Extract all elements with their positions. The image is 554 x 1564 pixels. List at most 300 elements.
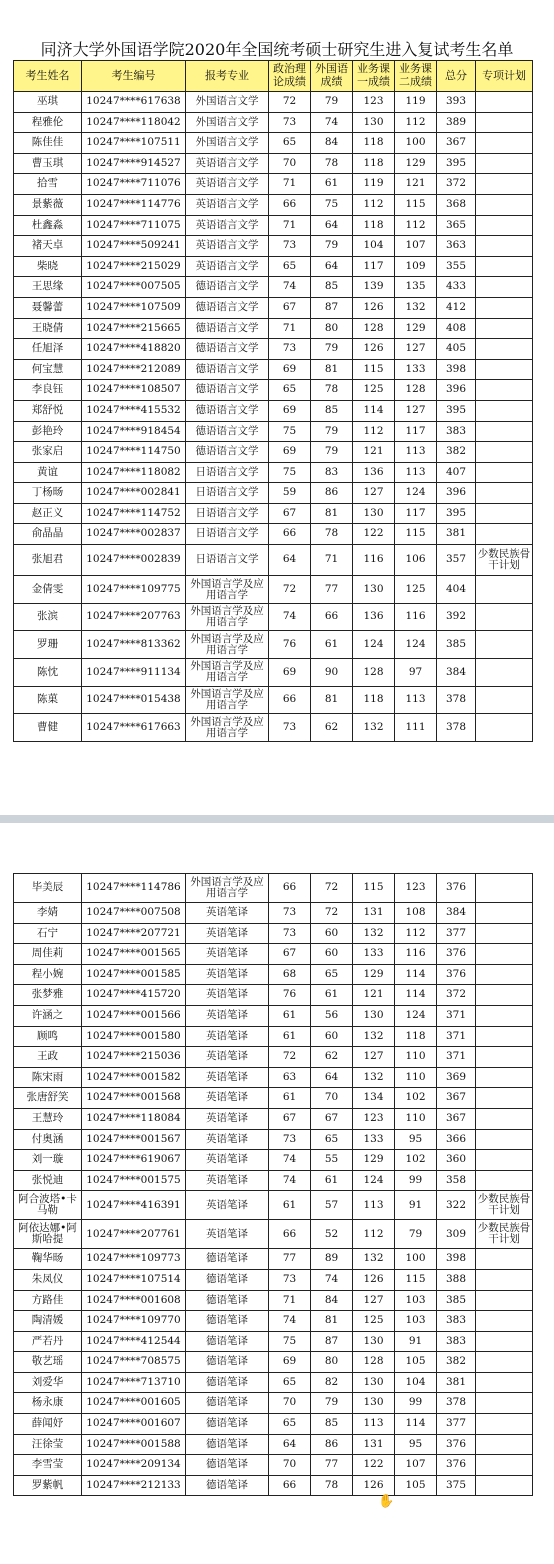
table-row bbox=[14, 236, 533, 257]
cell-course2: 117 bbox=[395, 503, 437, 524]
cell-foreign: 86 bbox=[311, 483, 353, 504]
cell-foreign: 79 bbox=[311, 421, 353, 442]
cell-id: 10247****911134 bbox=[82, 659, 186, 687]
cell-course2: 113 bbox=[395, 686, 437, 714]
cell-course1: 123 bbox=[353, 92, 395, 113]
cell-course2: 107 bbox=[395, 1455, 437, 1476]
cell-id: 10247****001568 bbox=[82, 1088, 186, 1109]
cell-name: 李婧 bbox=[14, 903, 82, 924]
cell-name: 任旭泽 bbox=[14, 339, 82, 360]
cell-foreign: 72 bbox=[311, 903, 353, 924]
cell-major: 德语语言文学 bbox=[186, 442, 269, 463]
cell-id: 10247****114752 bbox=[82, 503, 186, 524]
cell-course2: 95 bbox=[395, 1434, 437, 1455]
cell-course2: 103 bbox=[395, 1290, 437, 1311]
cell-id: 10247****001565 bbox=[82, 944, 186, 965]
cell-id: 10247****001605 bbox=[82, 1393, 186, 1414]
cell-course1: 132 bbox=[353, 923, 395, 944]
cell-politics: 74 bbox=[269, 1150, 311, 1171]
cell-id: 10247****002839 bbox=[82, 545, 186, 576]
table-row bbox=[14, 1393, 533, 1414]
cell-major: 英语笔译 bbox=[186, 964, 269, 985]
cell-foreign: 83 bbox=[311, 462, 353, 483]
cell-politics: 73 bbox=[269, 236, 311, 257]
cell-course1: 119 bbox=[353, 174, 395, 195]
table-row bbox=[14, 964, 533, 985]
cell-major: 英语笔译 bbox=[186, 1005, 269, 1026]
cell-name: 王慧玲 bbox=[14, 1108, 82, 1129]
cell-total: 381 bbox=[437, 1372, 476, 1393]
table-row bbox=[14, 985, 533, 1006]
cell-course1: 118 bbox=[353, 686, 395, 714]
table-row bbox=[14, 318, 533, 339]
cell-foreign: 74 bbox=[311, 112, 353, 133]
table-row bbox=[14, 576, 533, 604]
cell-politics: 74 bbox=[269, 1311, 311, 1332]
cell-foreign: 61 bbox=[311, 985, 353, 1006]
cell-plan bbox=[476, 686, 533, 714]
cell-major: 日语语言文学 bbox=[186, 483, 269, 504]
cell-total: 412 bbox=[437, 297, 476, 318]
cell-course2: 99 bbox=[395, 1393, 437, 1414]
cell-course1: 122 bbox=[353, 1455, 395, 1476]
cell-politics: 66 bbox=[269, 524, 311, 545]
cell-course1: 115 bbox=[353, 359, 395, 380]
cell-politics: 73 bbox=[269, 1269, 311, 1290]
cell-total: 395 bbox=[437, 153, 476, 174]
cell-major: 英语语言文学 bbox=[186, 236, 269, 257]
cell-id: 10247****619067 bbox=[82, 1150, 186, 1171]
table-row bbox=[14, 1129, 533, 1150]
cell-course1: 126 bbox=[353, 297, 395, 318]
cell-foreign: 84 bbox=[311, 1290, 353, 1311]
cell-course2: 119 bbox=[395, 92, 437, 113]
cell-course1: 118 bbox=[353, 215, 395, 236]
cell-major: 日语语言文学 bbox=[186, 545, 269, 576]
cell-course2: 127 bbox=[395, 400, 437, 421]
cell-politics: 63 bbox=[269, 1067, 311, 1088]
cell-plan bbox=[476, 1129, 533, 1150]
cell-total: 392 bbox=[437, 603, 476, 631]
header-course2: 业务课二成绩 bbox=[395, 61, 437, 92]
cell-total: 360 bbox=[437, 1150, 476, 1171]
cell-course1: 127 bbox=[353, 483, 395, 504]
cell-plan bbox=[476, 576, 533, 604]
cell-course1: 113 bbox=[353, 1191, 395, 1220]
table-row bbox=[14, 1047, 533, 1068]
header-politics: 政治理论成绩 bbox=[269, 61, 311, 92]
cell-total: 377 bbox=[437, 923, 476, 944]
cell-plan bbox=[476, 1170, 533, 1191]
table-row bbox=[14, 524, 533, 545]
cell-major: 英语笔译 bbox=[186, 1088, 269, 1109]
cell-major: 德语语言文学 bbox=[186, 380, 269, 401]
table-row bbox=[14, 903, 533, 924]
cell-plan bbox=[476, 903, 533, 924]
cell-total: 309 bbox=[437, 1220, 476, 1249]
cell-name: 褚天卓 bbox=[14, 236, 82, 257]
cell-course1: 131 bbox=[353, 903, 395, 924]
cell-total: 355 bbox=[437, 256, 476, 277]
cell-total: 382 bbox=[437, 1352, 476, 1373]
cell-name: 张旭君 bbox=[14, 545, 82, 576]
cell-name: 李雪莹 bbox=[14, 1455, 82, 1476]
cell-name: 陈宋雨 bbox=[14, 1067, 82, 1088]
table-row bbox=[14, 1026, 533, 1047]
table-row bbox=[14, 1455, 533, 1476]
cell-id: 10247****001607 bbox=[82, 1414, 186, 1435]
cell-politics: 71 bbox=[269, 174, 311, 195]
cell-course2: 115 bbox=[395, 1269, 437, 1290]
cell-id: 10247****109770 bbox=[82, 1311, 186, 1332]
cell-course1: 139 bbox=[353, 277, 395, 298]
cell-name: 朱凤仪 bbox=[14, 1269, 82, 1290]
cell-name: 罗紫帆 bbox=[14, 1475, 82, 1496]
cell-course1: 136 bbox=[353, 462, 395, 483]
cell-course1: 117 bbox=[353, 256, 395, 277]
cell-course1: 132 bbox=[353, 714, 395, 742]
cell-id: 10247****015438 bbox=[82, 686, 186, 714]
cell-id: 10247****118042 bbox=[82, 112, 186, 133]
cell-course2: 118 bbox=[395, 1026, 437, 1047]
cell-major: 德语语言文学 bbox=[186, 318, 269, 339]
cell-id: 10247****108507 bbox=[82, 380, 186, 401]
cell-plan bbox=[476, 1393, 533, 1414]
cell-foreign: 56 bbox=[311, 1005, 353, 1026]
table-row bbox=[14, 923, 533, 944]
cell-politics: 61 bbox=[269, 1191, 311, 1220]
cell-plan bbox=[476, 1372, 533, 1393]
cell-course1: 118 bbox=[353, 133, 395, 154]
cell-politics: 74 bbox=[269, 603, 311, 631]
cell-id: 10247****001566 bbox=[82, 1005, 186, 1026]
table-row bbox=[14, 462, 533, 483]
cell-id: 10247****713710 bbox=[82, 1372, 186, 1393]
cell-politics: 69 bbox=[269, 1352, 311, 1373]
header-foreign: 外国语成绩 bbox=[311, 61, 353, 92]
cell-id: 10247****215036 bbox=[82, 1047, 186, 1068]
cell-course1: 128 bbox=[353, 318, 395, 339]
cell-major: 德语笔译 bbox=[186, 1290, 269, 1311]
cell-course2: 110 bbox=[395, 1067, 437, 1088]
cell-name: 阿合波塔•卡马勒 bbox=[14, 1191, 82, 1220]
table-body-page-2 bbox=[14, 874, 533, 1496]
cell-course2: 110 bbox=[395, 1047, 437, 1068]
cell-course2: 117 bbox=[395, 421, 437, 442]
cell-id: 10247****118084 bbox=[82, 1108, 186, 1129]
cell-id: 10247****708575 bbox=[82, 1352, 186, 1373]
cell-id: 10247****813362 bbox=[82, 631, 186, 659]
cell-id: 10247****207763 bbox=[82, 603, 186, 631]
table-row bbox=[14, 1170, 533, 1191]
cell-major: 日语语言文学 bbox=[186, 524, 269, 545]
page-separator bbox=[0, 815, 554, 823]
cell-id: 10247****107511 bbox=[82, 133, 186, 154]
hand-cursor-icon: ✋ bbox=[378, 1494, 395, 1509]
cell-total: 376 bbox=[437, 1434, 476, 1455]
cell-course2: 100 bbox=[395, 133, 437, 154]
cell-name: 严若丹 bbox=[14, 1331, 82, 1352]
cell-politics: 69 bbox=[269, 359, 311, 380]
cell-course1: 121 bbox=[353, 442, 395, 463]
cell-name: 陈佳佳 bbox=[14, 133, 82, 154]
cell-plan bbox=[476, 1026, 533, 1047]
cell-course1: 126 bbox=[353, 339, 395, 360]
cell-total: 378 bbox=[437, 686, 476, 714]
cell-course2: 114 bbox=[395, 964, 437, 985]
cell-major: 外国语言学及应用语言学 bbox=[186, 714, 269, 742]
cell-foreign: 77 bbox=[311, 1455, 353, 1476]
cell-course1: 112 bbox=[353, 421, 395, 442]
cell-major: 英语笔译 bbox=[186, 985, 269, 1006]
cell-plan bbox=[476, 174, 533, 195]
cell-course1: 125 bbox=[353, 380, 395, 401]
cell-major: 英语语言文学 bbox=[186, 194, 269, 215]
cell-politics: 70 bbox=[269, 153, 311, 174]
cell-major: 德语笔译 bbox=[186, 1393, 269, 1414]
cell-course1: 130 bbox=[353, 1005, 395, 1026]
cell-plan bbox=[476, 1047, 533, 1068]
cell-plan bbox=[476, 400, 533, 421]
cell-total: 396 bbox=[437, 483, 476, 504]
cell-course2: 104 bbox=[395, 1372, 437, 1393]
cell-plan bbox=[476, 1108, 533, 1129]
cell-major: 德语笔译 bbox=[186, 1311, 269, 1332]
cell-major: 德语笔译 bbox=[186, 1434, 269, 1455]
cell-total: 375 bbox=[437, 1475, 476, 1496]
cell-total: 377 bbox=[437, 1414, 476, 1435]
cell-course2: 124 bbox=[395, 631, 437, 659]
cell-total: 388 bbox=[437, 1269, 476, 1290]
cell-major: 日语语言文学 bbox=[186, 503, 269, 524]
cell-politics: 75 bbox=[269, 421, 311, 442]
cell-course2: 129 bbox=[395, 318, 437, 339]
cell-total: 381 bbox=[437, 524, 476, 545]
cell-id: 10247****412544 bbox=[82, 1331, 186, 1352]
cell-foreign: 60 bbox=[311, 923, 353, 944]
cell-politics: 67 bbox=[269, 503, 311, 524]
cell-name: 张滨 bbox=[14, 603, 82, 631]
cell-id: 10247****001582 bbox=[82, 1067, 186, 1088]
cell-course1: 113 bbox=[353, 1414, 395, 1435]
cell-id: 10247****509241 bbox=[82, 236, 186, 257]
cell-name: 李良钰 bbox=[14, 380, 82, 401]
cell-politics: 76 bbox=[269, 631, 311, 659]
cell-name: 付奥涵 bbox=[14, 1129, 82, 1150]
cell-id: 10247****415720 bbox=[82, 985, 186, 1006]
cell-id: 10247****416391 bbox=[82, 1191, 186, 1220]
cell-course2: 116 bbox=[395, 944, 437, 965]
cell-course1: 129 bbox=[353, 1150, 395, 1171]
cell-id: 10247****001585 bbox=[82, 964, 186, 985]
cell-course1: 128 bbox=[353, 1352, 395, 1373]
cell-name: 陶清媛 bbox=[14, 1311, 82, 1332]
cell-politics: 59 bbox=[269, 483, 311, 504]
cell-foreign: 52 bbox=[311, 1220, 353, 1249]
cell-major: 德语语言文学 bbox=[186, 421, 269, 442]
table-row bbox=[14, 1434, 533, 1455]
table-row bbox=[14, 1475, 533, 1496]
cell-course1: 118 bbox=[353, 153, 395, 174]
cell-major: 德语语言文学 bbox=[186, 339, 269, 360]
cell-politics: 71 bbox=[269, 215, 311, 236]
candidate-table-page-1 bbox=[13, 60, 533, 742]
cell-course2: 128 bbox=[395, 380, 437, 401]
cell-plan: 少数民族骨干计划 bbox=[476, 1220, 533, 1249]
cell-total: 384 bbox=[437, 903, 476, 924]
cell-id: 10247****001588 bbox=[82, 1434, 186, 1455]
cell-politics: 67 bbox=[269, 297, 311, 318]
cell-total: 389 bbox=[437, 112, 476, 133]
cell-id: 10247****207721 bbox=[82, 923, 186, 944]
cell-id: 10247****007505 bbox=[82, 277, 186, 298]
cell-foreign: 62 bbox=[311, 714, 353, 742]
cell-plan bbox=[476, 659, 533, 687]
cell-total: 365 bbox=[437, 215, 476, 236]
cell-major: 英语语言文学 bbox=[186, 153, 269, 174]
cell-id: 10247****617663 bbox=[82, 714, 186, 742]
table-row bbox=[14, 339, 533, 360]
table-body-page-1 bbox=[14, 92, 533, 742]
cell-major: 英语笔译 bbox=[186, 1150, 269, 1171]
table-row bbox=[14, 631, 533, 659]
cell-course2: 91 bbox=[395, 1191, 437, 1220]
cell-course1: 131 bbox=[353, 1434, 395, 1455]
cell-id: 10247****109775 bbox=[82, 576, 186, 604]
cell-foreign: 89 bbox=[311, 1249, 353, 1270]
cell-plan bbox=[476, 359, 533, 380]
cell-politics: 73 bbox=[269, 903, 311, 924]
cell-plan bbox=[476, 133, 533, 154]
cell-total: 376 bbox=[437, 944, 476, 965]
cell-politics: 65 bbox=[269, 1372, 311, 1393]
cell-plan bbox=[476, 442, 533, 463]
cell-foreign: 85 bbox=[311, 1414, 353, 1435]
cell-major: 德语语言文学 bbox=[186, 400, 269, 421]
cell-politics: 71 bbox=[269, 318, 311, 339]
cell-foreign: 61 bbox=[311, 1170, 353, 1191]
cell-foreign: 85 bbox=[311, 400, 353, 421]
table-row bbox=[14, 1005, 533, 1026]
cell-name: 陈忱 bbox=[14, 659, 82, 687]
cell-plan bbox=[476, 714, 533, 742]
cell-foreign: 81 bbox=[311, 1311, 353, 1332]
cell-plan bbox=[476, 380, 533, 401]
cell-name: 聂馨蕾 bbox=[14, 297, 82, 318]
cell-foreign: 74 bbox=[311, 1269, 353, 1290]
cell-total: 396 bbox=[437, 380, 476, 401]
table-row bbox=[14, 194, 533, 215]
cell-name: 阿依达娜•阿斯哈提 bbox=[14, 1220, 82, 1249]
cell-name: 曹健 bbox=[14, 714, 82, 742]
table-row bbox=[14, 1290, 533, 1311]
cell-course2: 125 bbox=[395, 576, 437, 604]
cell-foreign: 81 bbox=[311, 503, 353, 524]
cell-total: 367 bbox=[437, 1088, 476, 1109]
cell-plan bbox=[476, 256, 533, 277]
table-row bbox=[14, 944, 533, 965]
cell-plan bbox=[476, 1290, 533, 1311]
cell-total: 398 bbox=[437, 359, 476, 380]
cell-total: 383 bbox=[437, 1331, 476, 1352]
cell-politics: 76 bbox=[269, 985, 311, 1006]
cell-foreign: 82 bbox=[311, 1372, 353, 1393]
cell-id: 10247****114786 bbox=[82, 874, 186, 903]
cell-foreign: 87 bbox=[311, 1331, 353, 1352]
cell-name: 薛闻妤 bbox=[14, 1414, 82, 1435]
page-title: 同济大学外国语学院2020年全国统考硕士研究生进入复试考生名单 bbox=[40, 40, 514, 59]
cell-politics: 73 bbox=[269, 112, 311, 133]
cell-total: 395 bbox=[437, 400, 476, 421]
header-total: 总分 bbox=[437, 61, 476, 92]
header-plan: 专项计划 bbox=[476, 61, 533, 92]
cell-name: 黄谊 bbox=[14, 462, 82, 483]
cell-course1: 130 bbox=[353, 1331, 395, 1352]
header-id: 考生编号 bbox=[82, 61, 186, 92]
cell-total: 322 bbox=[437, 1191, 476, 1220]
cell-plan bbox=[476, 153, 533, 174]
cell-major: 德语笔译 bbox=[186, 1455, 269, 1476]
cell-politics: 64 bbox=[269, 1434, 311, 1455]
table-row bbox=[14, 297, 533, 318]
cell-politics: 67 bbox=[269, 944, 311, 965]
cell-course2: 111 bbox=[395, 714, 437, 742]
cell-politics: 66 bbox=[269, 686, 311, 714]
cell-id: 10247****711075 bbox=[82, 215, 186, 236]
cell-name: 王思缘 bbox=[14, 277, 82, 298]
cell-foreign: 66 bbox=[311, 603, 353, 631]
table-row bbox=[14, 380, 533, 401]
cell-total: 395 bbox=[437, 503, 476, 524]
cell-course2: 102 bbox=[395, 1088, 437, 1109]
cell-politics: 77 bbox=[269, 1249, 311, 1270]
cell-name: 王政 bbox=[14, 1047, 82, 1068]
cell-course1: 121 bbox=[353, 985, 395, 1006]
cell-major: 德语语言文学 bbox=[186, 297, 269, 318]
cell-course1: 130 bbox=[353, 1372, 395, 1393]
cell-major: 英语笔译 bbox=[186, 903, 269, 924]
cell-foreign: 78 bbox=[311, 380, 353, 401]
cell-total: 382 bbox=[437, 442, 476, 463]
table-row bbox=[14, 483, 533, 504]
cell-course2: 115 bbox=[395, 194, 437, 215]
cell-plan bbox=[476, 1414, 533, 1435]
cell-course2: 108 bbox=[395, 903, 437, 924]
cell-major: 英语笔译 bbox=[186, 1108, 269, 1129]
cell-total: 372 bbox=[437, 174, 476, 195]
cell-name: 罗珊 bbox=[14, 631, 82, 659]
cell-total: 376 bbox=[437, 1455, 476, 1476]
cell-name: 俞晶晶 bbox=[14, 524, 82, 545]
cell-id: 10247****209134 bbox=[82, 1455, 186, 1476]
cell-course1: 126 bbox=[353, 1269, 395, 1290]
cell-politics: 67 bbox=[269, 1108, 311, 1129]
cell-politics: 70 bbox=[269, 1393, 311, 1414]
cell-total: 378 bbox=[437, 1393, 476, 1414]
cell-name: 金倩雯 bbox=[14, 576, 82, 604]
cell-politics: 73 bbox=[269, 1129, 311, 1150]
cell-plan: 少数民族骨干计划 bbox=[476, 1191, 533, 1220]
cell-id: 10247****118082 bbox=[82, 462, 186, 483]
cell-course1: 115 bbox=[353, 874, 395, 903]
cell-foreign: 72 bbox=[311, 874, 353, 903]
cell-course2: 105 bbox=[395, 1475, 437, 1496]
cell-plan bbox=[476, 277, 533, 298]
cell-politics: 72 bbox=[269, 576, 311, 604]
cell-major: 英语笔译 bbox=[186, 1220, 269, 1249]
table-row bbox=[14, 1414, 533, 1435]
cell-politics: 74 bbox=[269, 277, 311, 298]
